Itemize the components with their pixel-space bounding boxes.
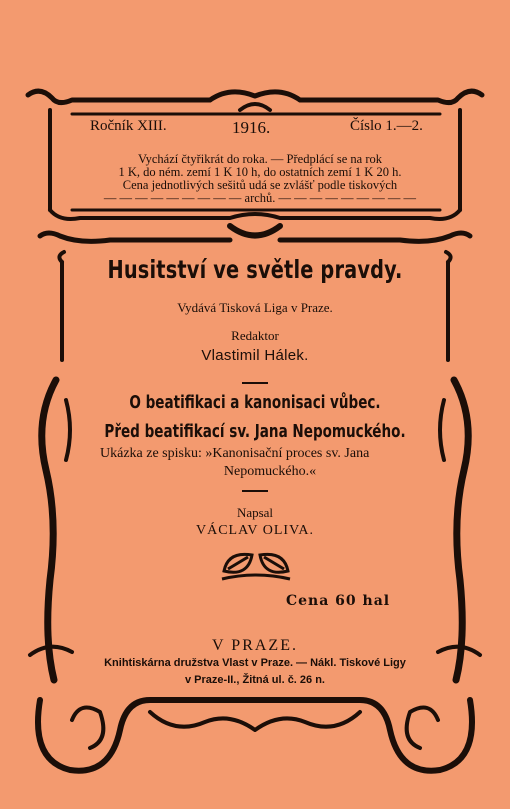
editor-name: Vlastimil Hálek. — [201, 347, 309, 364]
subtitle-secondary: Před beatifikací sv. Jana Nepomuckého. — [104, 422, 406, 442]
author-label: Napsal — [236, 505, 274, 520]
editor-label: Redaktor — [231, 328, 279, 343]
page-title: Husitství ve světle pravdy. — [107, 255, 403, 284]
printer-line: Knihtiskárna družstva Vlast v Praze. — Nákl. Tiskové Ligy — [104, 657, 406, 669]
excerpt-line: Ukázka ze spisku: »Kanonisační proces sv. Jana — [100, 446, 370, 461]
leaf-ornament-icon — [218, 545, 294, 585]
issue-label: Číslo 1.—2. — [350, 118, 423, 134]
author-name: VÁCLAV OLIVA. — [195, 523, 314, 538]
notice-line: — — — — — — — — — archů. — — — — — — — — — — [103, 191, 417, 205]
notice-line: Cena jednotlivých sešitů udá se zvlášť podle tiskových — [122, 178, 398, 192]
notice-line: 1 K, do ném. zemí 1 K 10 h, do ostatních zemí 1 K 20 h. — [118, 165, 402, 179]
price-label: Cena 60 hal — [286, 593, 391, 609]
city-label: V PRAZE. — [212, 637, 298, 654]
year-label: 1916. — [232, 118, 271, 137]
divider — [242, 382, 268, 384]
address-line: v Praze-II., Žitná ul. č. 26 n. — [185, 674, 325, 686]
volume-label: Ročník XIII. — [90, 118, 167, 134]
notice-line: Vychází čtyřikrát do roka. — Předplácí se na rok — [137, 152, 382, 166]
subscription-notice — [88, 153, 432, 205]
subtitle-primary: O beatifikaci a kanonisaci vůbec. — [129, 393, 381, 413]
divider — [242, 490, 268, 492]
publisher-line: Vydává Tisková Liga v Praze. — [177, 300, 333, 315]
excerpt-line: Nepomuckého.« — [223, 464, 317, 479]
